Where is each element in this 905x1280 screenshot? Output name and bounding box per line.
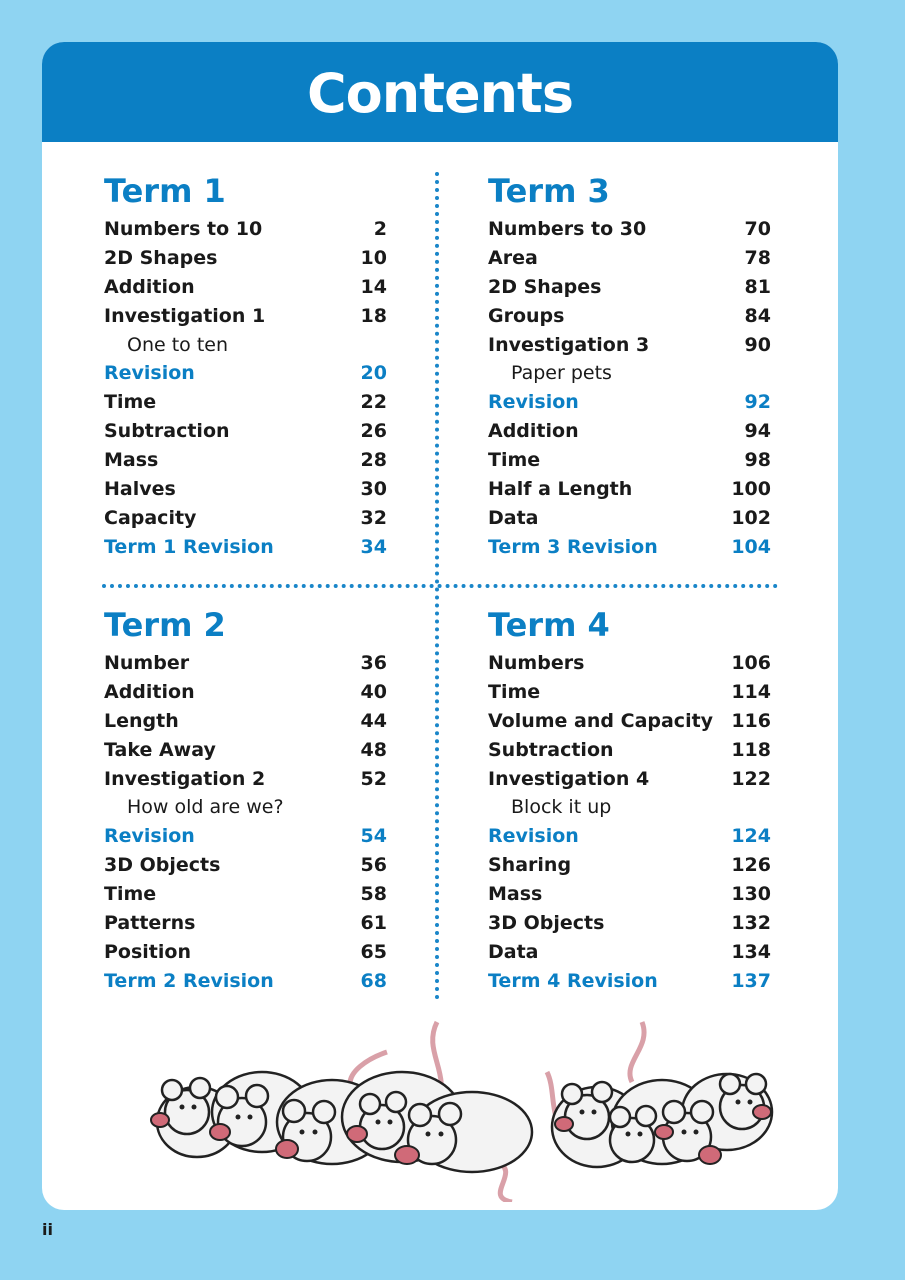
toc-entry-page: 52: [360, 767, 387, 790]
toc-entry-page: 65: [360, 940, 387, 963]
term-heading: Term 3: [488, 172, 610, 210]
toc-entry-label: 2D Shapes: [488, 275, 602, 298]
toc-entry-label: Term 2 Revision: [104, 969, 274, 992]
toc-entry-label: Halves: [104, 478, 176, 501]
toc-entry[interactable]: [104, 446, 387, 475]
toc-entry-label: Revision: [488, 825, 579, 848]
term-section-1: [104, 169, 387, 562]
toc-entry-page: 34: [360, 535, 387, 558]
toc-entry[interactable]: [104, 273, 387, 302]
toc-entry-label: Investigation 3: [488, 333, 650, 356]
toc-entry-page: 116: [731, 709, 771, 732]
toc-entry[interactable]: [488, 215, 771, 244]
toc-entry-page: 126: [731, 854, 771, 877]
toc-entry-page: 54: [360, 825, 387, 848]
toc-entry-page: 20: [360, 362, 387, 385]
toc-entry[interactable]: [104, 851, 387, 880]
toc-revision-entry[interactable]: [104, 967, 387, 996]
horizontal-divider: [102, 584, 778, 588]
toc-entry-page: 78: [744, 246, 771, 269]
toc-entry[interactable]: [488, 909, 771, 938]
toc-entry[interactable]: [488, 678, 771, 707]
toc-entry[interactable]: [488, 504, 771, 533]
toc-entry-page: 137: [731, 969, 771, 992]
term-heading: Term 4: [488, 606, 610, 644]
toc-entry-label: Half a Length: [488, 478, 633, 501]
toc-entry-label: Data: [488, 940, 539, 963]
toc-entry-label: Take Away: [104, 738, 216, 761]
toc-entry-page: 122: [731, 767, 771, 790]
toc-entry-label: Term 4 Revision: [488, 969, 658, 992]
toc-entry[interactable]: [488, 736, 771, 765]
toc-entry-page: 102: [731, 506, 771, 529]
toc-entry-label: Addition: [104, 680, 195, 703]
toc-entry-page: 70: [744, 218, 771, 240]
toc-revision-entry[interactable]: [488, 388, 771, 417]
toc-revision-entry[interactable]: [104, 359, 387, 388]
toc-entry-label: Mass: [104, 449, 159, 472]
toc-entry-page: 30: [360, 478, 387, 501]
toc-entry-page: 28: [360, 449, 387, 472]
toc-entry-label: Paper pets: [511, 362, 612, 385]
toc-entry-page: 44: [360, 709, 387, 732]
toc-entry-page: 100: [731, 478, 771, 501]
toc-entry[interactable]: [488, 273, 771, 302]
toc-entry-label: Position: [104, 940, 191, 963]
toc-entry[interactable]: [104, 215, 387, 244]
toc-revision-entry[interactable]: [104, 822, 387, 851]
toc-entry-page: 32: [360, 506, 387, 529]
toc-entry[interactable]: [488, 331, 771, 360]
toc-entry-label: 3D Objects: [488, 912, 605, 935]
toc-entry-label: Capacity: [104, 506, 197, 529]
toc-entry-label: Revision: [104, 825, 195, 848]
toc-entry-page: 92: [744, 391, 771, 414]
toc-entry-page: 114: [731, 680, 771, 703]
toc-entry-label: Patterns: [104, 912, 196, 935]
term-section-4: [488, 603, 771, 996]
mice-group-icon: [102, 1012, 782, 1202]
toc-entry-label: Subtraction: [488, 738, 614, 761]
toc-entry[interactable]: [488, 938, 771, 967]
contents-card: [42, 42, 838, 1210]
toc-subtitle[interactable]: [104, 793, 387, 822]
toc-entry[interactable]: [488, 417, 771, 446]
toc-entry[interactable]: [488, 302, 771, 331]
toc-entry-page: 40: [360, 680, 387, 703]
toc-entry[interactable]: [104, 707, 387, 736]
toc-entry-page: 124: [731, 825, 771, 848]
toc-entry-page: 48: [360, 738, 387, 761]
term-section-2: [104, 603, 387, 996]
toc-entry-page: 36: [360, 652, 387, 674]
toc-entry-label: Block it up: [511, 796, 612, 819]
toc-entry-label: Time: [104, 391, 157, 414]
toc-entry-page: 94: [744, 420, 771, 443]
toc-entry-page: 132: [731, 912, 771, 935]
toc-entry[interactable]: [104, 302, 387, 331]
toc-entry[interactable]: [104, 388, 387, 417]
toc-entry-page: 10: [360, 246, 387, 269]
toc-entry-label: 2D Shapes: [104, 246, 218, 269]
toc-entry-page: 81: [744, 275, 771, 298]
toc-entry-page: 61: [360, 912, 387, 935]
toc-entry[interactable]: [104, 938, 387, 967]
toc-entry-label: Numbers: [488, 652, 585, 674]
toc-entry[interactable]: [488, 851, 771, 880]
toc-entry-page: 84: [744, 304, 771, 327]
toc-entry[interactable]: [104, 765, 387, 794]
toc-entry-label: Revision: [488, 391, 579, 414]
page-title: Contents: [306, 62, 573, 125]
toc-entry-label: Numbers to 10: [104, 218, 263, 240]
toc-entry-label: Length: [104, 709, 179, 732]
toc-entry-label: Revision: [104, 362, 195, 385]
toc-revision-entry[interactable]: [488, 967, 771, 996]
toc-subtitle[interactable]: [488, 793, 771, 822]
toc-entry-page: 104: [731, 535, 771, 558]
toc-entry-label: Term 3 Revision: [488, 535, 658, 558]
toc-entry-label: Term 1 Revision: [104, 535, 274, 558]
toc-entry-label: Volume and Capacity: [488, 709, 714, 732]
toc-entry[interactable]: [104, 504, 387, 533]
header-banner: [42, 42, 838, 142]
toc-entry-page: 68: [360, 969, 387, 992]
toc-entry[interactable]: [488, 649, 771, 678]
toc-entry-label: Number: [104, 652, 190, 674]
toc-entry-page: 56: [360, 854, 387, 877]
toc-entry-label: Subtraction: [104, 420, 230, 443]
term-section-3: [488, 169, 771, 562]
toc-entry[interactable]: [104, 417, 387, 446]
toc-entry-page: 118: [731, 738, 771, 761]
toc-entry[interactable]: [104, 909, 387, 938]
toc-entry-label: Numbers to 30: [488, 218, 647, 240]
toc-revision-entry[interactable]: [488, 822, 771, 851]
toc-entry[interactable]: [488, 446, 771, 475]
toc-entry-label: Addition: [488, 420, 579, 443]
toc-revision-entry[interactable]: [488, 533, 771, 562]
toc-entry-label: Investigation 1: [104, 304, 266, 327]
term-heading: Term 2: [104, 606, 226, 644]
toc-entry-page: 26: [360, 420, 387, 443]
toc-entry-label: Data: [488, 506, 539, 529]
toc-entry-label: Area: [488, 246, 538, 269]
toc-entry-label: Time: [488, 680, 541, 703]
toc-entry-page: 134: [731, 940, 771, 963]
toc-entry-label: Investigation 2: [104, 767, 266, 790]
toc-entry-label: How old are we?: [127, 796, 284, 819]
page-number: ii: [42, 1220, 53, 1239]
toc-entry[interactable]: [488, 475, 771, 504]
toc-entry-label: One to ten: [127, 333, 229, 356]
toc-entry[interactable]: [488, 765, 771, 794]
toc-entry-page: 22: [360, 391, 387, 414]
toc-revision-entry[interactable]: [104, 533, 387, 562]
toc-entry[interactable]: [104, 244, 387, 273]
toc-entry[interactable]: [104, 736, 387, 765]
toc-entry[interactable]: [488, 244, 771, 273]
toc-entry[interactable]: [104, 678, 387, 707]
toc-entry-label: Mass: [488, 883, 543, 906]
toc-subtitle[interactable]: [104, 331, 387, 360]
toc-entry-label: Investigation 4: [488, 767, 650, 790]
toc-entry-label: 3D Objects: [104, 854, 221, 877]
toc-entry[interactable]: [104, 880, 387, 909]
toc-entry-label: Time: [104, 883, 157, 906]
toc-entry-page: 18: [360, 304, 387, 327]
toc-subtitle[interactable]: [488, 359, 771, 388]
term-heading: Term 1: [104, 172, 226, 210]
toc-entry-page: 106: [731, 652, 771, 674]
toc-entry-page: 14: [360, 275, 387, 298]
toc-entry-label: Groups: [488, 304, 565, 327]
toc-entry-page: 58: [360, 883, 387, 906]
toc-entry-label: Sharing: [488, 854, 572, 877]
toc-entry[interactable]: [488, 707, 771, 736]
toc-entry-label: Addition: [104, 275, 195, 298]
toc-entry-page: 130: [731, 883, 771, 906]
toc-entry-page: 90: [744, 333, 771, 356]
toc-entry-label: Time: [488, 449, 541, 472]
toc-entry[interactable]: [104, 649, 387, 678]
toc-entry[interactable]: [104, 475, 387, 504]
toc-entry-page: 98: [744, 449, 771, 472]
toc-entry-page: 2: [373, 218, 387, 240]
toc-entry[interactable]: [488, 880, 771, 909]
